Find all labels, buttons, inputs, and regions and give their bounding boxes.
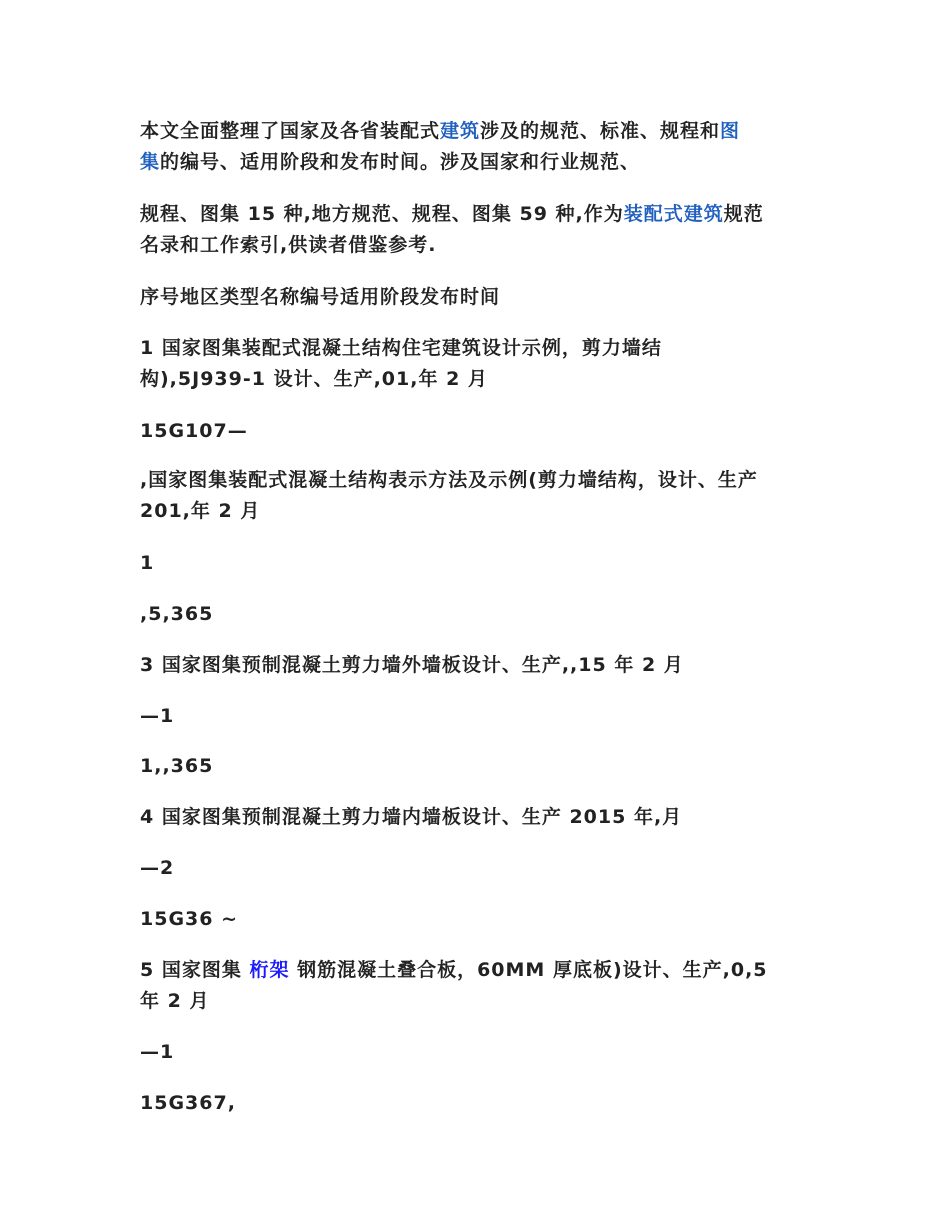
row-text: 钢筋混凝土叠合板，60MM 厚底板)设计、生产,0,5: [289, 959, 768, 981]
link-atlas[interactable]: 集: [140, 151, 161, 173]
table-row: 1: [140, 552, 155, 574]
row-text: 构),5J939-1 设计、生产,01,年 2 月: [140, 368, 488, 390]
table-row: 3 国家图集预制混凝土剪力墙外墙板设计、生产,,15 年 2 月: [140, 654, 684, 676]
row-text: ,国家图集装配式混凝土结构表示方法及示例(剪力墙结构，设计、生产: [140, 469, 758, 491]
intro-text: 规范: [723, 203, 764, 225]
intro-text: 涉及的规范、标准、规程和: [480, 120, 721, 142]
table-row: 1,,365: [140, 755, 214, 777]
link-prefab-building[interactable]: 装配式建筑: [623, 203, 724, 225]
table-row: 15G367,: [140, 1092, 236, 1114]
link-atlas[interactable]: 图: [720, 120, 741, 142]
row-text: 1 国家图集装配式混凝土结构住宅建筑设计示例，剪力墙结: [140, 337, 662, 359]
intro-text: 的编号、适用阶段和发布时间。涉及国家和行业规范、: [160, 151, 641, 173]
table-row: —2: [140, 857, 175, 879]
table-row: 15G107—: [140, 420, 248, 442]
table-row: 15G36 ~: [140, 908, 239, 930]
intro-text: 名录和工作索引,供读者借鉴参考.: [140, 234, 437, 256]
link-truss[interactable]: 桁架: [249, 959, 290, 981]
row-text: 5 国家图集: [140, 959, 250, 981]
table-row: [140, 333, 820, 395]
table-header-row: 序号地区类型名称编号适用阶段发布时间: [140, 286, 501, 308]
table-row: —1: [140, 1041, 175, 1063]
table-row: 4 国家图集预制混凝土剪力墙内墙板设计、生产 2015 年,月: [140, 806, 683, 828]
intro-paragraph-1: [140, 116, 820, 178]
table-row: —1: [140, 705, 175, 727]
intro-text: 规程、图集 15 种,地方规范、规程、图集 59 种,作为: [140, 203, 624, 225]
row-text: 年 2 月: [140, 990, 210, 1012]
table-row: [140, 955, 820, 1017]
link-building[interactable]: 建筑: [440, 120, 481, 142]
row-text: 201,年 2 月: [140, 500, 261, 522]
intro-text: 本文全面整理了国家及各省装配式: [140, 120, 441, 142]
table-row: ,5,365: [140, 603, 214, 625]
intro-paragraph-2: [140, 199, 820, 261]
table-row: [140, 465, 820, 527]
